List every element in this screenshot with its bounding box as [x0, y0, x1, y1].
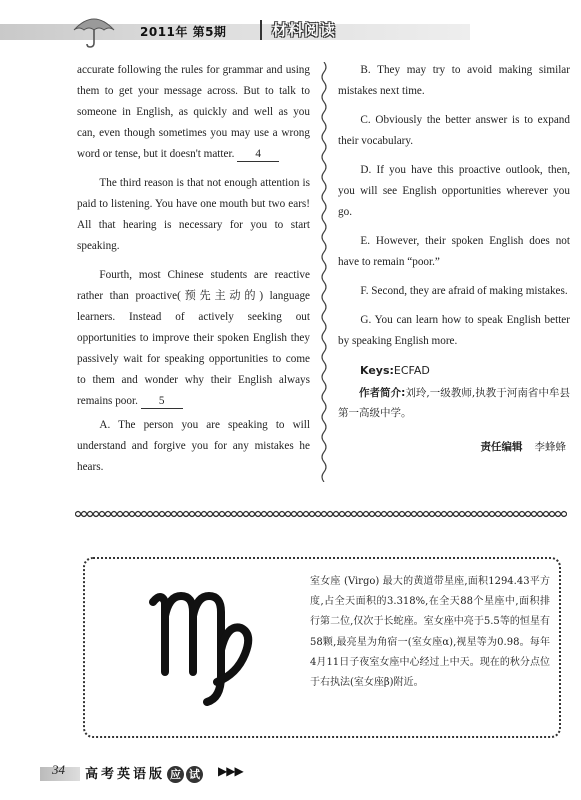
option-b: B. They may try to avoid making similar mistakes next time. — [338, 64, 570, 97]
header-divider — [260, 20, 262, 40]
blank-4: 4 — [237, 147, 279, 162]
virgo-description: 室女座 (Virgo) 最大的黄道带星座,面积1294.43平方度,占全天面积的3.318%,在全天88个星座中,面积排行第二位,仅次于长蛇座。室女座中亮于5.5等的恒星有58颗,最亮星为角宿一(室女座α),视星等为0.98。每年4月11日子夜室女座中心经过上中天。现在的秋分点位于右执法(室女座β)附近。 — [310, 576, 550, 689]
option-d: D. If you have this proactive outlook, then, you will see English opportunities wherever you go. — [338, 164, 570, 218]
blank-5: 5 — [141, 394, 183, 409]
title-badge-2: 试 — [186, 766, 203, 783]
page-number: 34 — [52, 762, 65, 777]
right-column — [338, 60, 570, 458]
umbrella-icon — [72, 14, 116, 48]
footer-title — [85, 763, 203, 783]
editor-credit — [338, 437, 570, 458]
editor-name: 李蜂蜂 — [534, 441, 566, 453]
paragraph — [77, 173, 310, 257]
option-c: C. Obviously the better answer is to expand their vocabulary. — [338, 114, 570, 147]
paragraph-text: accurate following the rules for grammar and using them to get your message across. But to talk to someone in English, as quickly and well as you can, even though sometimes you may use a wrong word or tense, but it doesn't matter. — [77, 64, 310, 160]
issue-label: 2011年 第5期 — [140, 25, 227, 39]
left-column — [77, 60, 310, 478]
paragraph-text: Fourth, most Chinese students are reactive rather than proactive(预先主动的) language learners. Instead of actively seeking out opportunities to improve their spoken English they passively wait for speaking opportunities to come to them and wonder why their English always remains poor. — [77, 269, 310, 407]
virgo-symbol-icon — [147, 580, 255, 710]
page-footer — [0, 758, 581, 788]
keys-label: Keys: — [360, 364, 394, 377]
keys-value: ECFAD — [393, 364, 430, 377]
arrows-icon: ▶▶▶ — [218, 764, 243, 778]
option-e: E. However, their spoken English does not have to remain “poor.” — [338, 235, 570, 268]
paragraph-text: The third reason is that not enough attention is paid to listening. You have one mouth but two ears! All that hearing is necessary for you to start speaking. — [77, 177, 310, 252]
paragraph — [77, 265, 310, 412]
column-divider — [320, 62, 328, 482]
magazine-title: 高考英语版 — [85, 767, 166, 782]
answer-keys — [338, 360, 570, 381]
option-g: G. You can learn how to speak English better by speaking English more. — [338, 314, 570, 347]
author-bio — [338, 383, 570, 423]
author-text: 刘玲,一级教师,执教于河南省中牟县第一高级中学。 — [338, 387, 570, 419]
option-f: F. Second, they are afraid of making mistakes. — [360, 285, 568, 297]
header-bar — [0, 24, 470, 40]
title-badge-1: 应 — [167, 766, 184, 783]
author-label: 作者简介: — [359, 387, 406, 399]
page-header — [0, 14, 581, 50]
editor-label: 责任编辑 — [480, 441, 523, 453]
wave-separator — [75, 509, 567, 519]
section-title: 材料阅读 — [272, 21, 337, 39]
option-a: A. The person you are speaking to will understand and forgive you for any mistakes he hears. — [77, 419, 310, 473]
paragraph — [77, 60, 310, 165]
